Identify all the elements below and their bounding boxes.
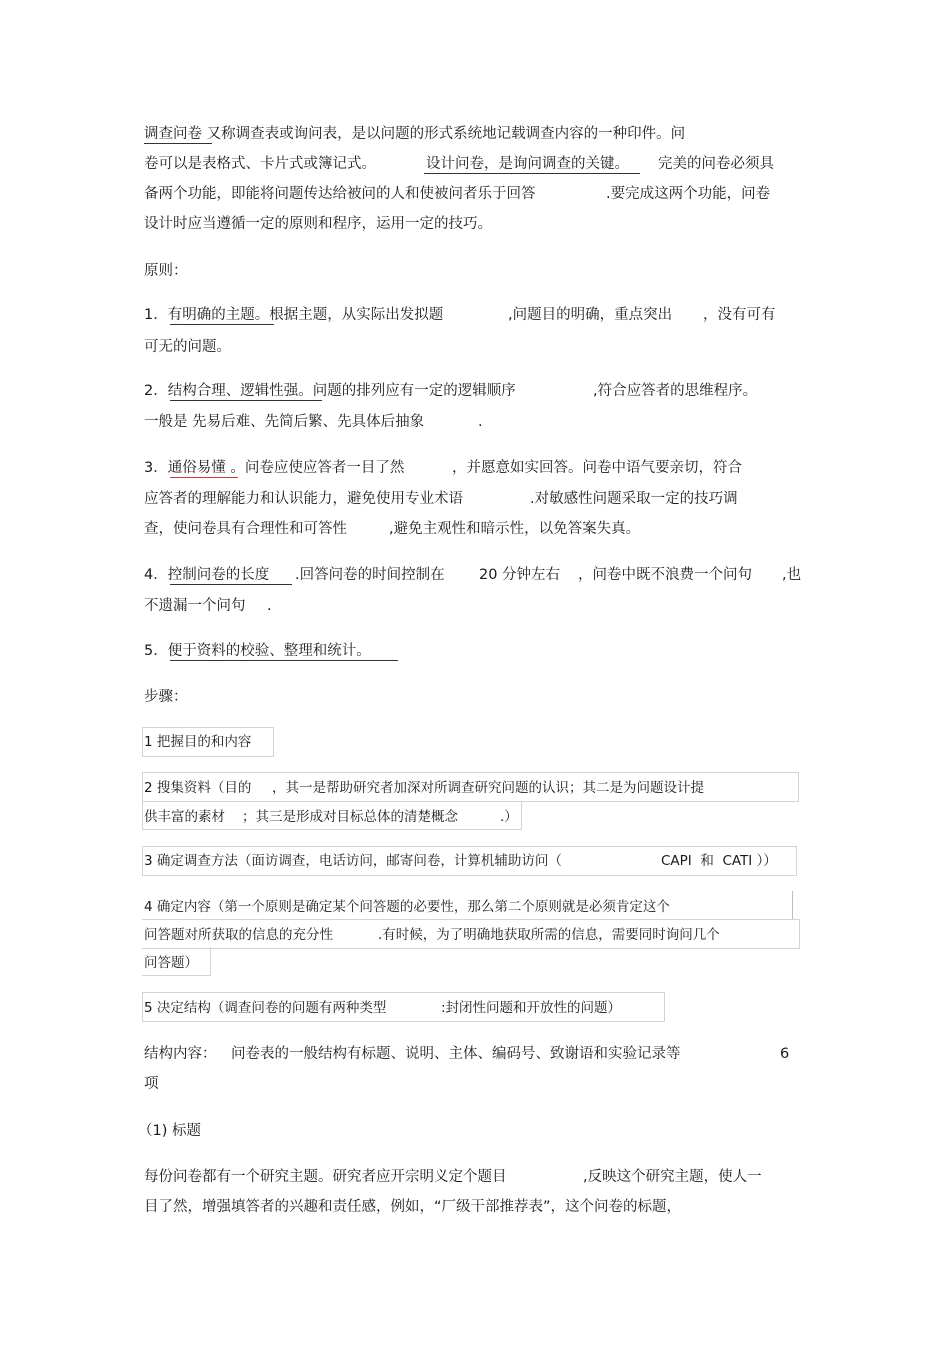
intro-line-1: 调查问卷 又称调查表或询问表，是以问题的形式系统地记载调查内容的一种印件。问 (144, 126, 686, 142)
intro-line-3: 备两个功能，即能将问题传达给被问的人和使被问者乐于回答 (144, 186, 536, 202)
underline-principle-4 (170, 584, 292, 585)
intro-line-4: 设计时应当遵循一定的原则和程序，运用一定的技巧。 (144, 216, 492, 232)
structure-unit: 项 (144, 1076, 159, 1092)
intro-line-2: 卷可以是表格式、卡片式或簿记式。 (144, 156, 376, 172)
intro-line-2-end: 完美的问卷必须具 (658, 156, 774, 172)
principle-2-c: 一般是 先易后难、先简后繁、先具体后抽象 (144, 414, 425, 430)
step-4-b: 问答题对所获取的信息的充分性 (144, 927, 333, 943)
principle-3-f: ,避免主观性和暗示性，以免答案失真。 (389, 521, 641, 537)
intro-line-2-key: 设计问卷，是询问调查的关键。 (426, 156, 629, 172)
step-2-e: .） (500, 809, 518, 825)
structure-label: 结构内容： (144, 1046, 217, 1062)
step-4-a: 4 确定内容（第一个原则是确定某个问答题的必要性，那么第二个原则就是必须肯定这个 (144, 899, 670, 915)
principle-3-c: 应答者的理解能力和认识能力，避免使用专业术语 (144, 491, 463, 507)
step-3-a: 3 确定调查方法（面访调查，电话访问，邮寄问卷，计算机辅助访问（ (144, 853, 562, 869)
principle-1-a: 1．有明确的主题。根据主题，从实际出发拟题 (144, 307, 444, 323)
structure-text: 问卷表的一般结构有标题、说明、主体、编码号、致谢语和实验记录等 (231, 1046, 681, 1062)
underline-questionnaire (144, 143, 212, 144)
principle-3-b: ，并愿意如实回答。问卷中语气要亲切，符合 (452, 460, 742, 476)
principle-1-b: ,问题目的明确，重点突出 (508, 307, 673, 323)
principle-3-a: 3．通俗易懂 。问卷应使应答者一目了然 (144, 460, 405, 476)
principle-2-b: ,符合应答者的思维程序。 (593, 383, 758, 399)
principle-4-c: 20 分钟左右 (479, 567, 561, 583)
underline-principle-5 (170, 660, 398, 661)
step-5-b: :封闭性问题和开放性的问题） (441, 1000, 622, 1016)
principle-4-g: . (267, 598, 272, 614)
structure-count: 6 (780, 1046, 790, 1062)
principle-5: 5．便于资料的校验、整理和统计。 (144, 643, 371, 659)
underline-principle-2 (170, 400, 322, 401)
principle-4-e: ,也 (782, 567, 802, 583)
principle-3-e: 查，使问卷具有合理性和可答性 (144, 521, 347, 537)
step-5-a: 5 决定结构（调查问卷的问题有两种类型 (144, 1000, 387, 1016)
step-2-d: ；其三是形成对目标总体的清楚概念 (242, 809, 458, 825)
principle-4-a: 4．控制问卷的长度 (144, 567, 270, 583)
underline-principle-1 (170, 324, 274, 325)
principle-4-d: ，问卷中既不浪费一个问句 (578, 567, 752, 583)
step-4-c: .有时候，为了明确地获取所需的信息，需要同时询问几个 (378, 927, 720, 943)
principle-2-a: 2．结构合理、逻辑性强。问题的排列应有一定的逻辑顺序 (144, 383, 516, 399)
principles-heading: 原则： (144, 263, 188, 279)
title-section-heading: （1) 标题 (138, 1123, 201, 1139)
step-3-b: CAPI 和 CATI ）） (661, 853, 777, 869)
underline-design-key (424, 173, 640, 174)
principle-2-d: . (478, 414, 483, 430)
principle-1-c: ，没有可有 (703, 307, 776, 323)
red-underline-principle-3 (170, 477, 238, 478)
title-section-line-1-end: ,反映这个研究主题，使人一 (583, 1169, 762, 1185)
step-1: 1 把握目的和内容 (144, 734, 252, 750)
step-2-a: 2 搜集资料（目的 (144, 780, 252, 796)
principle-3-d: .对敏感性问题采取一定的技巧调 (530, 491, 738, 507)
step-2-c: 供丰富的素材 (144, 809, 225, 825)
title-section-line-1: 每份问卷都有一个研究主题。研究者应开宗明义定个题目 (144, 1169, 507, 1185)
step-4-bracket-1 (792, 891, 793, 919)
steps-heading: 步骤： (144, 689, 188, 705)
title-section-line-2: 目了然，增强填答者的兴趣和责任感，例如，“厂级干部推荐表”，这个问卷的标题， (144, 1199, 682, 1215)
principle-1-d: 可无的问题。 (144, 339, 231, 355)
step-4-d: 问答题） (144, 955, 198, 971)
principle-4-b: .回答问卷的时间控制在 (295, 567, 445, 583)
principle-4-f: 不遗漏一个问句 (144, 598, 246, 614)
step-2-b: ，其一是帮助研究者加深对所调查研究问题的认识；其二是为问题设计提 (272, 780, 704, 796)
intro-line-3-end: .要完成这两个功能，问卷 (606, 186, 771, 202)
